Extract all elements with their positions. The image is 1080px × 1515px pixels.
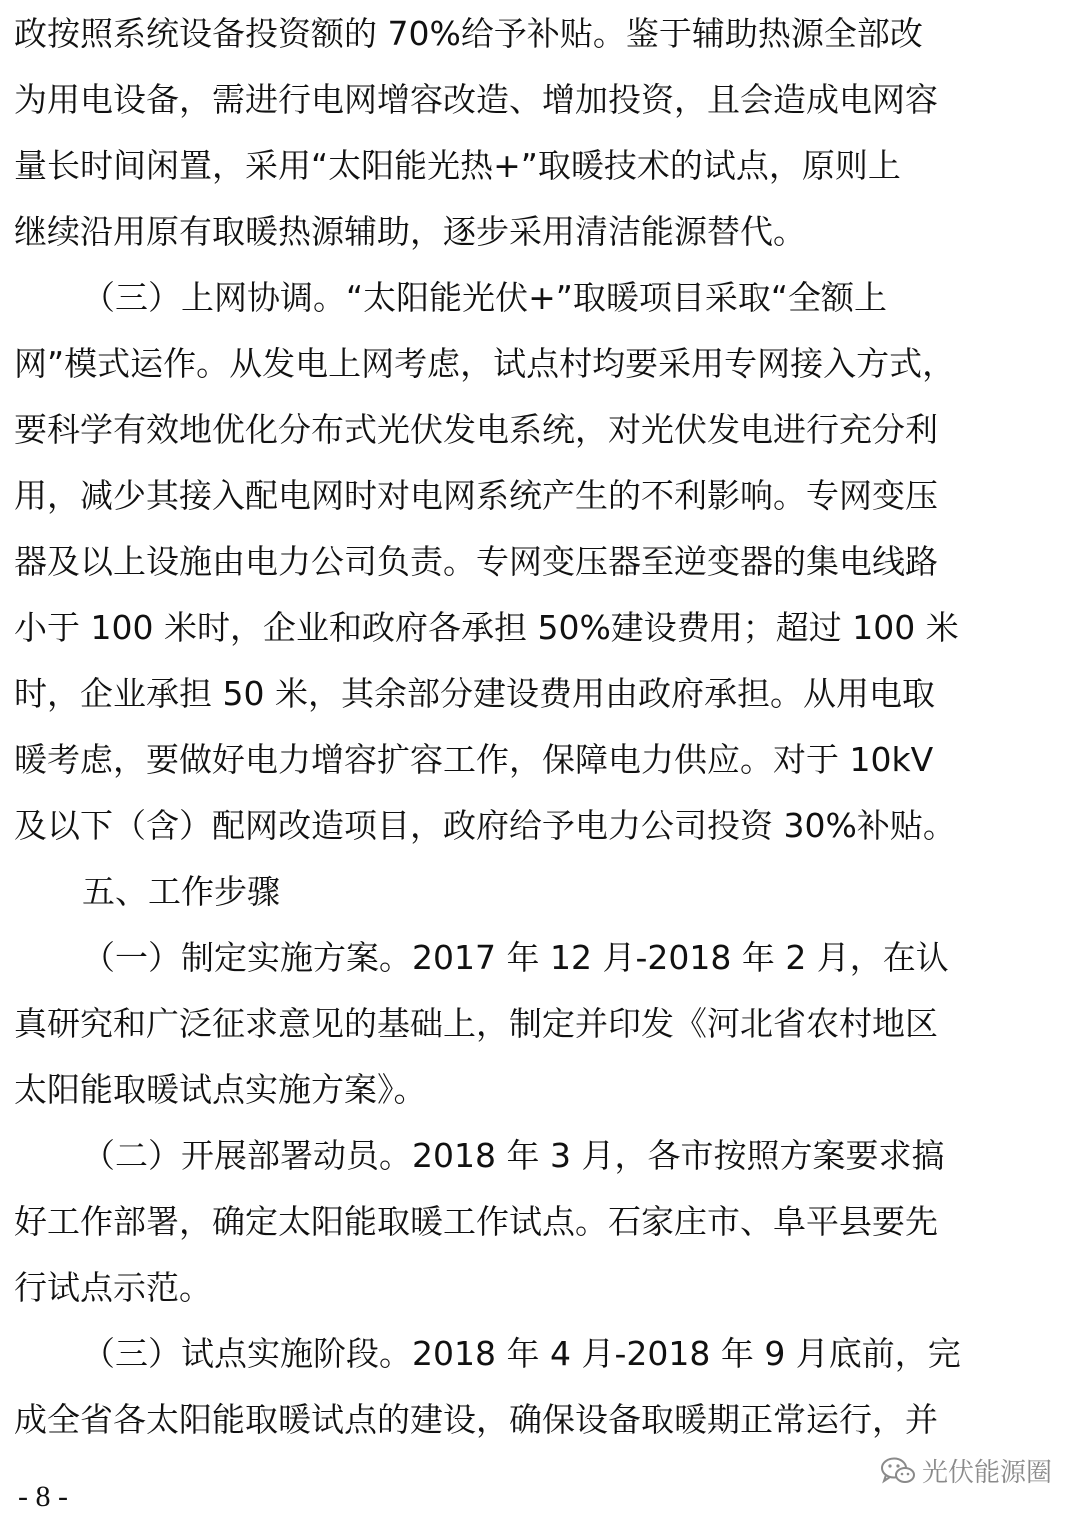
body-line: 要科学有效地优化分布式光伏发电系统，对光伏发电进行充分利 — [14, 410, 938, 449]
watermark — [880, 1452, 1052, 1489]
watermark-text: 光伏能源圈 — [921, 1458, 1052, 1488]
body-line: 继续沿用原有取暖热源辅助，逐步采用清洁能源替代。 — [14, 212, 806, 251]
body-line: 用，减少其接入配电网时对电网系统产生的不利影响。专网变压 — [14, 476, 938, 515]
body-line: 为用电设备，需进行电网增容改造、增加投资，且会造成电网容 — [14, 80, 938, 119]
body-line: 量长时间闲置，采用“太阳能光热+”取暖技术的试点，原则上 — [14, 146, 901, 185]
body-line: 小于 100 米时，企业和政府各承担 50%建设费用；超过 100 米 — [14, 608, 959, 647]
section-heading: （三）上网协调。“太阳能光伏+”取暖项目采取“全额上 — [82, 278, 887, 317]
body-line: 成全省各太阳能取暖试点的建设，确保设备取暖期正常运行，并 — [14, 1400, 938, 1439]
section-heading: （二）开展部署动员。2018 年 3 月，各市按照方案要求搞 — [82, 1136, 945, 1175]
body-line: 暖考虑，要做好电力增容扩容工作，保障电力供应。对于 10kV — [14, 740, 934, 779]
body-line: 真研究和广泛征求意见的基础上，制定并印发《河北省农村地区 — [14, 1004, 938, 1043]
body-line: 行试点示范。 — [14, 1268, 212, 1307]
page-number: - 8 - — [18, 1480, 68, 1513]
wechat-icon — [880, 1456, 916, 1486]
section-heading: （三）试点实施阶段。2018 年 4 月-2018 年 9 月底前，完 — [82, 1334, 961, 1373]
body-line: 时，企业承担 50 米，其余部分建设费用由政府承担。从用电取 — [14, 674, 935, 713]
body-line: 政按照系统设备投资额的 70%给予补贴。鉴于辅助热源全部改 — [14, 14, 923, 53]
body-line: 及以下（含）配网改造项目，政府给予电力公司投资 30%补贴。 — [14, 806, 956, 845]
body-line: 器及以上设施由电力公司负责。专网变压器至逆变器的集电线路 — [14, 542, 938, 581]
section-heading: （一）制定实施方案。2017 年 12 月-2018 年 2 月，在认 — [82, 938, 949, 977]
body-line: 好工作部署，确定太阳能取暖工作试点。石家庄市、阜平县要先 — [14, 1202, 938, 1241]
body-line: 太阳能取暖试点实施方案》。 — [14, 1070, 427, 1109]
body-line: 网”模式运作。从发电上网考虑，试点村均要采用专网接入方式， — [14, 344, 956, 383]
chapter-heading: 五、工作步骤 — [82, 872, 280, 911]
